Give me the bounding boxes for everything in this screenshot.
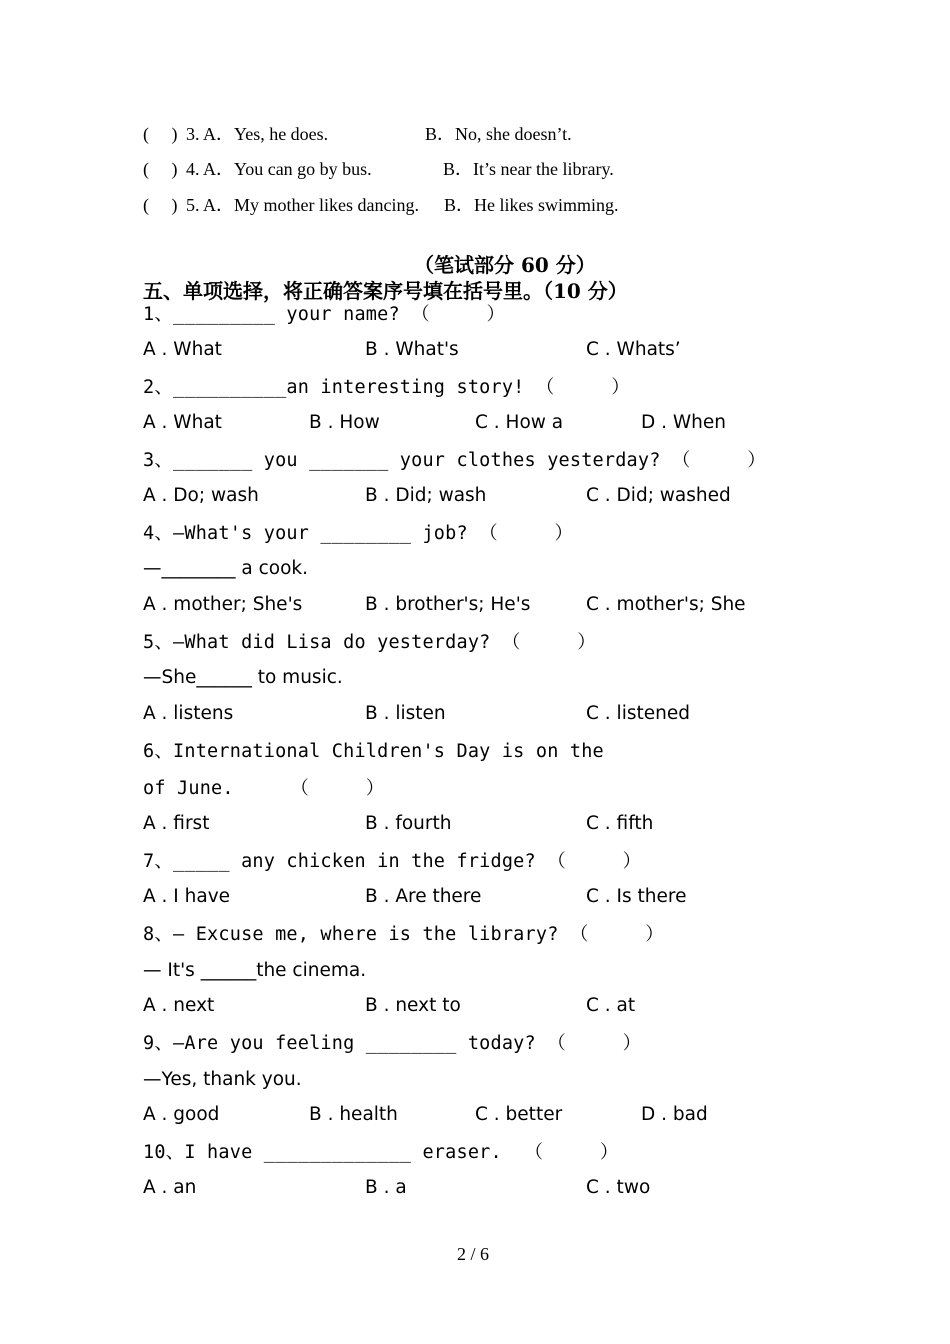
listening-item-5-option-b: B．He likes swimming. xyxy=(444,195,619,215)
question-4-option-c: C . mother's; She xyxy=(586,594,746,615)
listening-item-5-option-a: 5. A．My mother likes dancing. xyxy=(186,195,419,215)
question-1-option-a: A . What xyxy=(143,339,222,360)
listening-item-3-option-b: B．No, she doesn’t. xyxy=(425,124,572,144)
question-2-option-a: A . What xyxy=(143,412,222,433)
question-9-stem: 9、—Are you feeling ________ today? （ ） xyxy=(143,1033,642,1054)
question-6-stem: 6、International Children's Day is on the xyxy=(143,741,604,762)
written-part-title: （笔试部分 60 分） xyxy=(414,253,596,277)
question-10-option-b: B . a xyxy=(365,1177,407,1198)
question-7-option-a: A . I have xyxy=(143,886,231,907)
question-5-option-c: C . listened xyxy=(586,703,690,724)
question-1-option-b: B . What's xyxy=(365,339,459,360)
question-5-answer-line: —She______ to music. xyxy=(143,667,343,688)
question-3-option-b: B . Did; wash xyxy=(365,485,487,506)
question-2-stem: 2、__________an interesting story! （ ） xyxy=(143,377,630,398)
listening-item-3-blank: ( ) xyxy=(143,124,178,144)
question-7-stem: 7、_____ any chicken in the fridge? （ ） xyxy=(143,851,642,872)
question-9-option-b: B . health xyxy=(309,1104,398,1125)
question-4-option-a: A . mother; She's xyxy=(143,594,303,615)
question-10-option-a: A . an xyxy=(143,1177,197,1198)
question-5-option-a: A . listens xyxy=(143,703,234,724)
question-8-stem: 8、— Excuse me, where is the library? （ ） xyxy=(143,924,664,945)
question-10-option-c: C . two xyxy=(586,1177,651,1198)
question-6-option-b: B . fourth xyxy=(365,813,452,834)
listening-item-3-option-a: 3. A．Yes, he does. xyxy=(186,124,329,144)
question-8-option-a: A . next xyxy=(143,995,215,1016)
question-9-answer-line: —Yes, thank you. xyxy=(143,1069,302,1090)
question-6-stem-continued: of June. （ ） xyxy=(143,778,385,799)
question-4-stem: 4、—What's your ________ job? （ ） xyxy=(143,523,574,544)
listening-item-4-option-a: 4. A．You can go by bus. xyxy=(186,159,372,179)
section-title: 五、单项选择，将正确答案序号填在括号里。（10 分） xyxy=(143,279,628,303)
question-1-option-c: C . Whats’ xyxy=(586,339,681,360)
listening-item-4-option-b: B．It’s near the library. xyxy=(443,159,614,179)
page-number: 2 / 6 xyxy=(457,1244,490,1264)
question-3-option-a: A . Do; wash xyxy=(143,485,259,506)
question-4-option-b: B . brother's; He's xyxy=(365,594,531,615)
question-3-option-c: C . Did; washed xyxy=(586,485,731,506)
listening-item-4-blank: ( ) xyxy=(143,159,178,179)
question-2-option-b: B . How xyxy=(309,412,380,433)
question-9-option-d: D . bad xyxy=(641,1104,708,1125)
listening-item-5-blank: ( ) xyxy=(143,195,178,215)
question-2-option-c: C . How a xyxy=(475,412,564,433)
question-7-option-b: B . Are there xyxy=(365,886,482,907)
question-5-stem: 5、—What did Lisa do yesterday? （ ） xyxy=(143,632,596,653)
question-8-option-c: C . at xyxy=(586,995,636,1016)
question-9-option-a: A . good xyxy=(143,1104,220,1125)
question-9-option-c: C . better xyxy=(475,1104,563,1125)
question-6-option-a: A . first xyxy=(143,813,210,834)
question-8-option-b: B . next to xyxy=(365,995,461,1016)
question-1-stem: 1、_________ your name? （ ） xyxy=(143,304,506,325)
question-4-answer-line: —________ a cook. xyxy=(143,558,309,579)
question-7-option-c: C . Is there xyxy=(586,886,687,907)
question-5-option-b: B . listen xyxy=(365,703,446,724)
question-8-answer-line: — It's ______the cinema. xyxy=(143,960,367,981)
question-3-stem: 3、_______ you _______ your clothes yesterday? （ ） xyxy=(143,450,766,471)
question-2-option-d: D . When xyxy=(641,412,727,433)
question-6-option-c: C . fifth xyxy=(586,813,654,834)
question-10-stem: 10、I have _____________ eraser. （ ） xyxy=(143,1142,619,1163)
